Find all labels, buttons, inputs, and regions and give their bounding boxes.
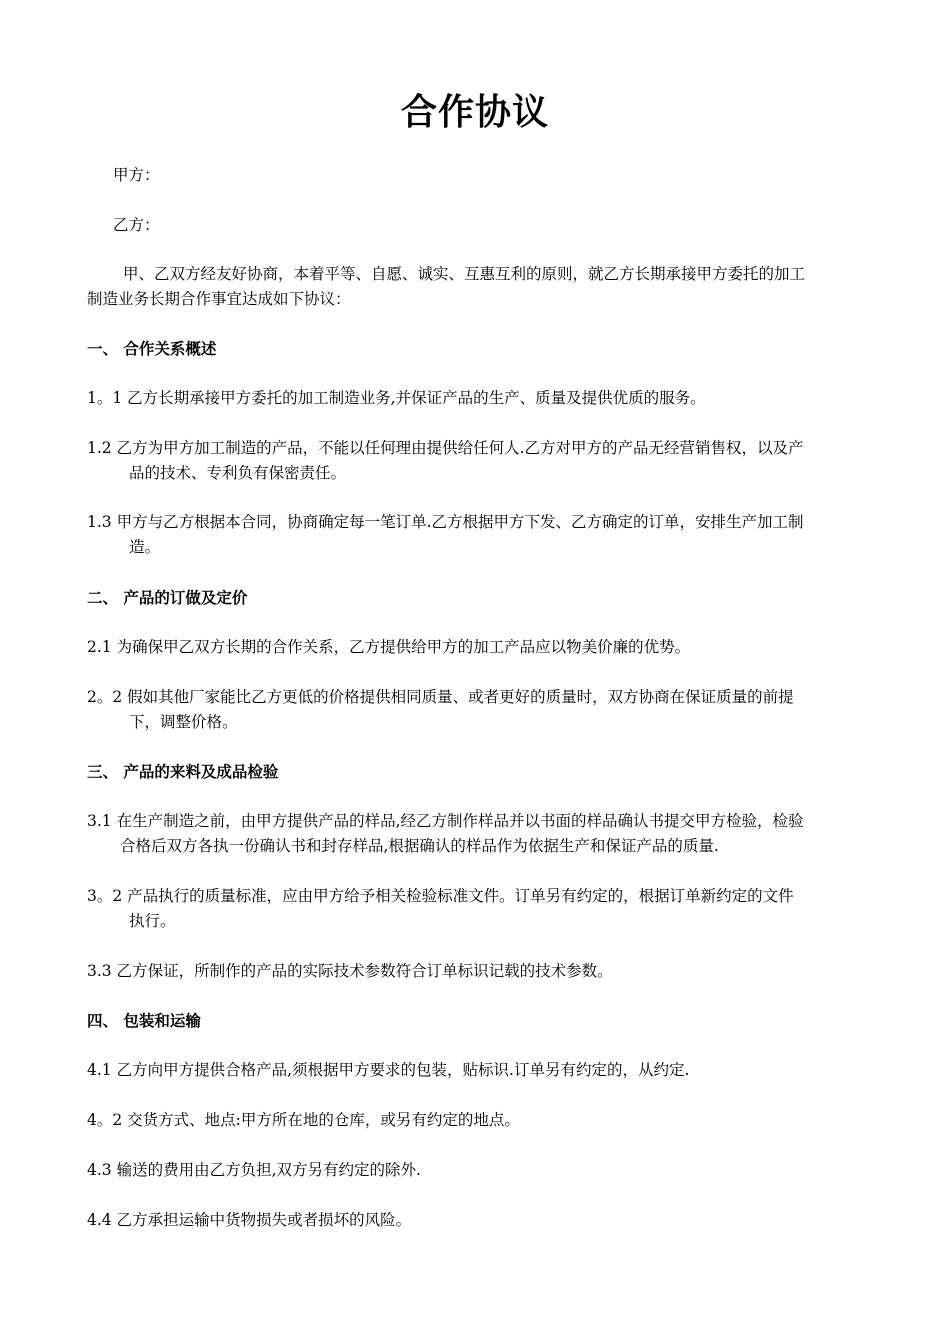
- clause-number: 2.1: [87, 638, 112, 656]
- clause-4-1: [87, 1058, 867, 1083]
- clause-text: 为确保甲乙双方长期的合作关系，乙方提供给甲方的加工产品应以物美价廉的优势。: [116, 638, 691, 656]
- clause-text-continued: 品的技术、专利负有保密责任。: [129, 464, 347, 482]
- clause-number: 3.1: [87, 812, 112, 830]
- intro-line-1: 甲、乙双方经友好协商，本着平等、自愿、诚实、互惠互利的原则，就乙方长期承接甲方委托的加工: [123, 265, 806, 283]
- clause-text-continued: 合格后双方各执一份确认书和封存样品,根据确认的样品作为依据生产和保证产品的质量.: [120, 837, 719, 855]
- clause-number: 3。2: [87, 887, 123, 905]
- clause-1-1: [87, 386, 867, 411]
- clause-number: 3.3: [87, 962, 112, 980]
- clause-3-2: [87, 884, 867, 934]
- clause-4-2: [87, 1108, 867, 1133]
- clause-text: 甲方与乙方根据本合同，协商确定每一笔订单.乙方根据甲方下发、乙方确定的订单，安排生产加工制: [116, 513, 804, 531]
- clause-3-3: [87, 959, 867, 984]
- party-b-label: 乙方：: [113, 216, 160, 234]
- section-heading-2: 二、 产品的订做及定价: [87, 588, 248, 607]
- clause-2-2: [87, 685, 867, 735]
- clause-text: 乙方长期承接甲方委托的加工制造业务,并保证产品的生产、质量及提供优质的服务。: [127, 389, 706, 407]
- clause-number: 4.4: [87, 1211, 112, 1229]
- intro-line-2: 制造业务长期合作事宜达成如下协议：: [87, 290, 351, 308]
- section-heading-4: 四、 包装和运输: [87, 1011, 201, 1030]
- document-title: 合作协议: [400, 91, 549, 133]
- clause-number: 1.2: [87, 439, 112, 457]
- clause-text-continued: 造。: [129, 538, 161, 556]
- clause-3-1: [87, 809, 867, 859]
- clause-text: 在生产制造之前，由甲方提供产品的样品,经乙方制作样品并以书面的样品确认书提交甲方检验，检验: [116, 812, 804, 830]
- clause-text: 乙方为甲方加工制造的产品，不能以任何理由提供给任何人.乙方对甲方的产品无经营销售权，以及产: [116, 439, 804, 457]
- clause-1-2: [87, 436, 867, 486]
- party-a-label: 甲方：: [113, 166, 160, 184]
- clause-number: 1.3: [87, 513, 112, 531]
- clause-text-continued: 执行。: [129, 912, 176, 930]
- clause-text-continued: 下，调整价格。: [129, 713, 238, 731]
- clause-2-1: [87, 635, 867, 660]
- section-heading-1: 一、 合作关系概述: [87, 339, 217, 358]
- clause-number: 4。2: [87, 1111, 123, 1129]
- section-heading-3: 三、 产品的来料及成品检验: [87, 762, 279, 781]
- clause-text: 交货方式、地点:甲方所在地的仓库，或另有约定的地点。: [127, 1111, 520, 1129]
- clause-text: 乙方向甲方提供合格产品,须根据甲方要求的包装，贴标识.订单另有约定的，从约定.: [116, 1061, 690, 1079]
- clause-number: 4.3: [87, 1161, 112, 1179]
- clause-text: 乙方承担运输中货物损失或者损坏的风险。: [116, 1211, 412, 1229]
- clause-4-4: [87, 1208, 867, 1233]
- clause-text: 产品执行的质量标准，应由甲方给予相关检验标准文件。订单另有约定的，根据订单新约定的文件: [127, 887, 794, 905]
- clause-4-3: [87, 1158, 867, 1183]
- clause-number: 2。2: [87, 688, 123, 706]
- clause-text: 假如其他厂家能比乙方更低的价格提供相同质量、或者更好的质量时，双方协商在保证质量的前提: [127, 688, 794, 706]
- clause-number: 4.1: [87, 1061, 112, 1079]
- clause-1-3: [87, 510, 867, 560]
- clause-text: 乙方保证，所制作的产品的实际技术参数符合订单标识记载的技术参数。: [116, 962, 613, 980]
- clause-number: 1。1: [87, 389, 123, 407]
- clause-text: 输送的费用由乙方负担,双方另有约定的除外.: [116, 1161, 421, 1179]
